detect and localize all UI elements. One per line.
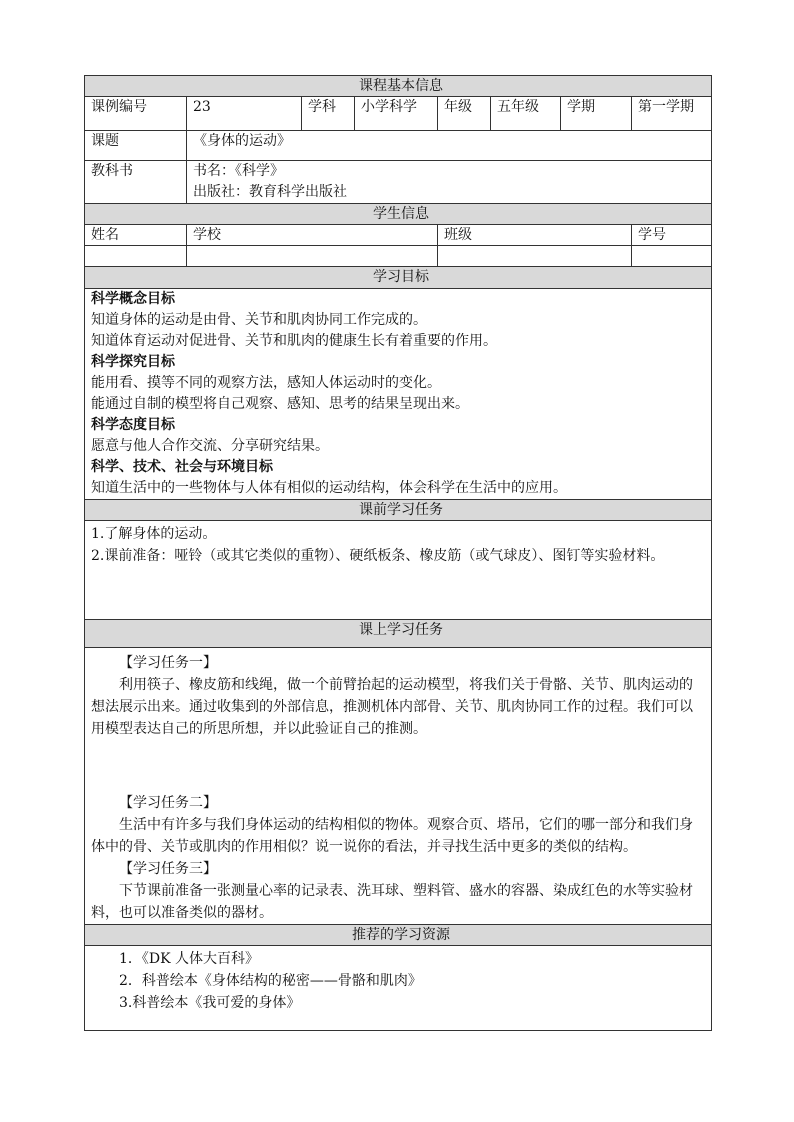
goal-line: 能通过自制的模型将自己观察、感知、思考的结果呈现出来。 — [91, 396, 469, 412]
pre-tasks-body — [85, 521, 712, 620]
goal-line: 愿意与他人合作交流、分享研究结果。 — [91, 438, 329, 454]
topic-value: 《身体的运动》 — [187, 131, 712, 161]
goal-line: 知道生活中的一些物体与人体有相似的运动结构，体会科学在生活中的应用。 — [91, 480, 567, 496]
class-field[interactable] — [438, 246, 632, 267]
name-label: 姓名 — [85, 225, 187, 246]
term-label: 学期 — [561, 97, 632, 131]
school-label: 学校 — [187, 225, 438, 246]
class-tasks-body — [85, 648, 712, 925]
section-header-basic-info: 课程基本信息 — [85, 76, 712, 97]
pre-task-item: 2.课前准备：哑铃（或其它类似的重物）、硬纸板条、橡皮筋（或气球皮）、图钉等实验材料。 — [91, 548, 665, 564]
task-text: 利用筷子、橡皮筋和线绳，做一个前臂抬起的运动模型，将我们关于骨骼、关节、肌肉运动的想法展示出来。通过收集到的外部信息，推测机体内部骨、关节、肌肉协同工作的过程。我们可以用模型表达自己的所思所想，并以此验证自己的推测。 — [91, 677, 693, 737]
goal-title: 科学探究目标 — [91, 354, 175, 370]
resources-body — [85, 946, 712, 1031]
goal-line: 知道体育运动对促进骨、关节和肌肉的健康生长有着重要的作用。 — [91, 333, 497, 349]
subject-value: 小学科学 — [355, 97, 438, 131]
subject-label: 学科 — [302, 97, 355, 131]
section-header-resources: 推荐的学习资源 — [85, 925, 712, 946]
school-field[interactable] — [187, 246, 438, 267]
section-header-student-info: 学生信息 — [85, 204, 712, 225]
name-field[interactable] — [85, 246, 187, 267]
textbook-label: 教科书 — [85, 161, 187, 204]
task-spacer — [91, 740, 711, 792]
section-header-pre-tasks: 课前学习任务 — [85, 500, 712, 521]
topic-label: 课题 — [85, 131, 187, 161]
resource-item: 3.科普绘本《我可爱的身体》 — [119, 995, 301, 1011]
goal-line: 能用看、摸等不同的观察方法，感知人体运动时的变化。 — [91, 375, 441, 391]
task-title: 【学习任务二】 — [119, 795, 217, 811]
pre-task-item: 1.了解身体的运动。 — [91, 526, 217, 542]
goal-title: 科学、技术、社会与环境目标 — [91, 459, 273, 475]
course-info-table — [84, 75, 712, 1031]
case-no-label: 课例编号 — [85, 97, 187, 131]
student-id-label: 学号 — [632, 225, 712, 246]
case-no-value: 23 — [187, 97, 302, 131]
grade-label: 年级 — [438, 97, 491, 131]
task-text: 下节课前准备一张测量心率的记录表、洗耳球、塑料管、盛水的容器、染成红色的水等实验材料，也可以准备类似的器材。 — [91, 883, 693, 921]
resource-item: 1．《DK 人体大百科》 — [119, 951, 260, 967]
resource-item: 2．科普绘本《身体结构的秘密——骨骼和肌肉》 — [119, 973, 422, 989]
class-label: 班级 — [438, 225, 632, 246]
goal-title: 科学概念目标 — [91, 291, 175, 307]
section-header-goals: 学习目标 — [85, 267, 712, 289]
term-value: 第一学期 — [632, 97, 712, 131]
student-id-field[interactable] — [632, 246, 712, 267]
goal-title: 科学态度目标 — [91, 417, 175, 433]
textbook-value — [187, 161, 712, 204]
goals-body — [85, 289, 712, 500]
task-title: 【学习任务一】 — [119, 655, 217, 671]
publisher: 出版社：教育科学出版社 — [193, 184, 347, 200]
task-title: 【学习任务三】 — [119, 861, 217, 877]
book-name: 书名：《科学》 — [193, 163, 284, 179]
grade-value: 五年级 — [491, 97, 561, 131]
section-header-class-tasks: 课上学习任务 — [85, 620, 712, 648]
task-text: 生活中有许多与我们身体运动的结构相似的物体。观察合页、塔吊，它们的哪一部分和我们身体中的骨、关节或肌肉的作用相似？说一说你的看法，并寻找生活中更多的类似的结构。 — [91, 817, 693, 855]
goal-line: 知道身体的运动是由骨、关节和肌肉协同工作完成的。 — [91, 312, 427, 328]
